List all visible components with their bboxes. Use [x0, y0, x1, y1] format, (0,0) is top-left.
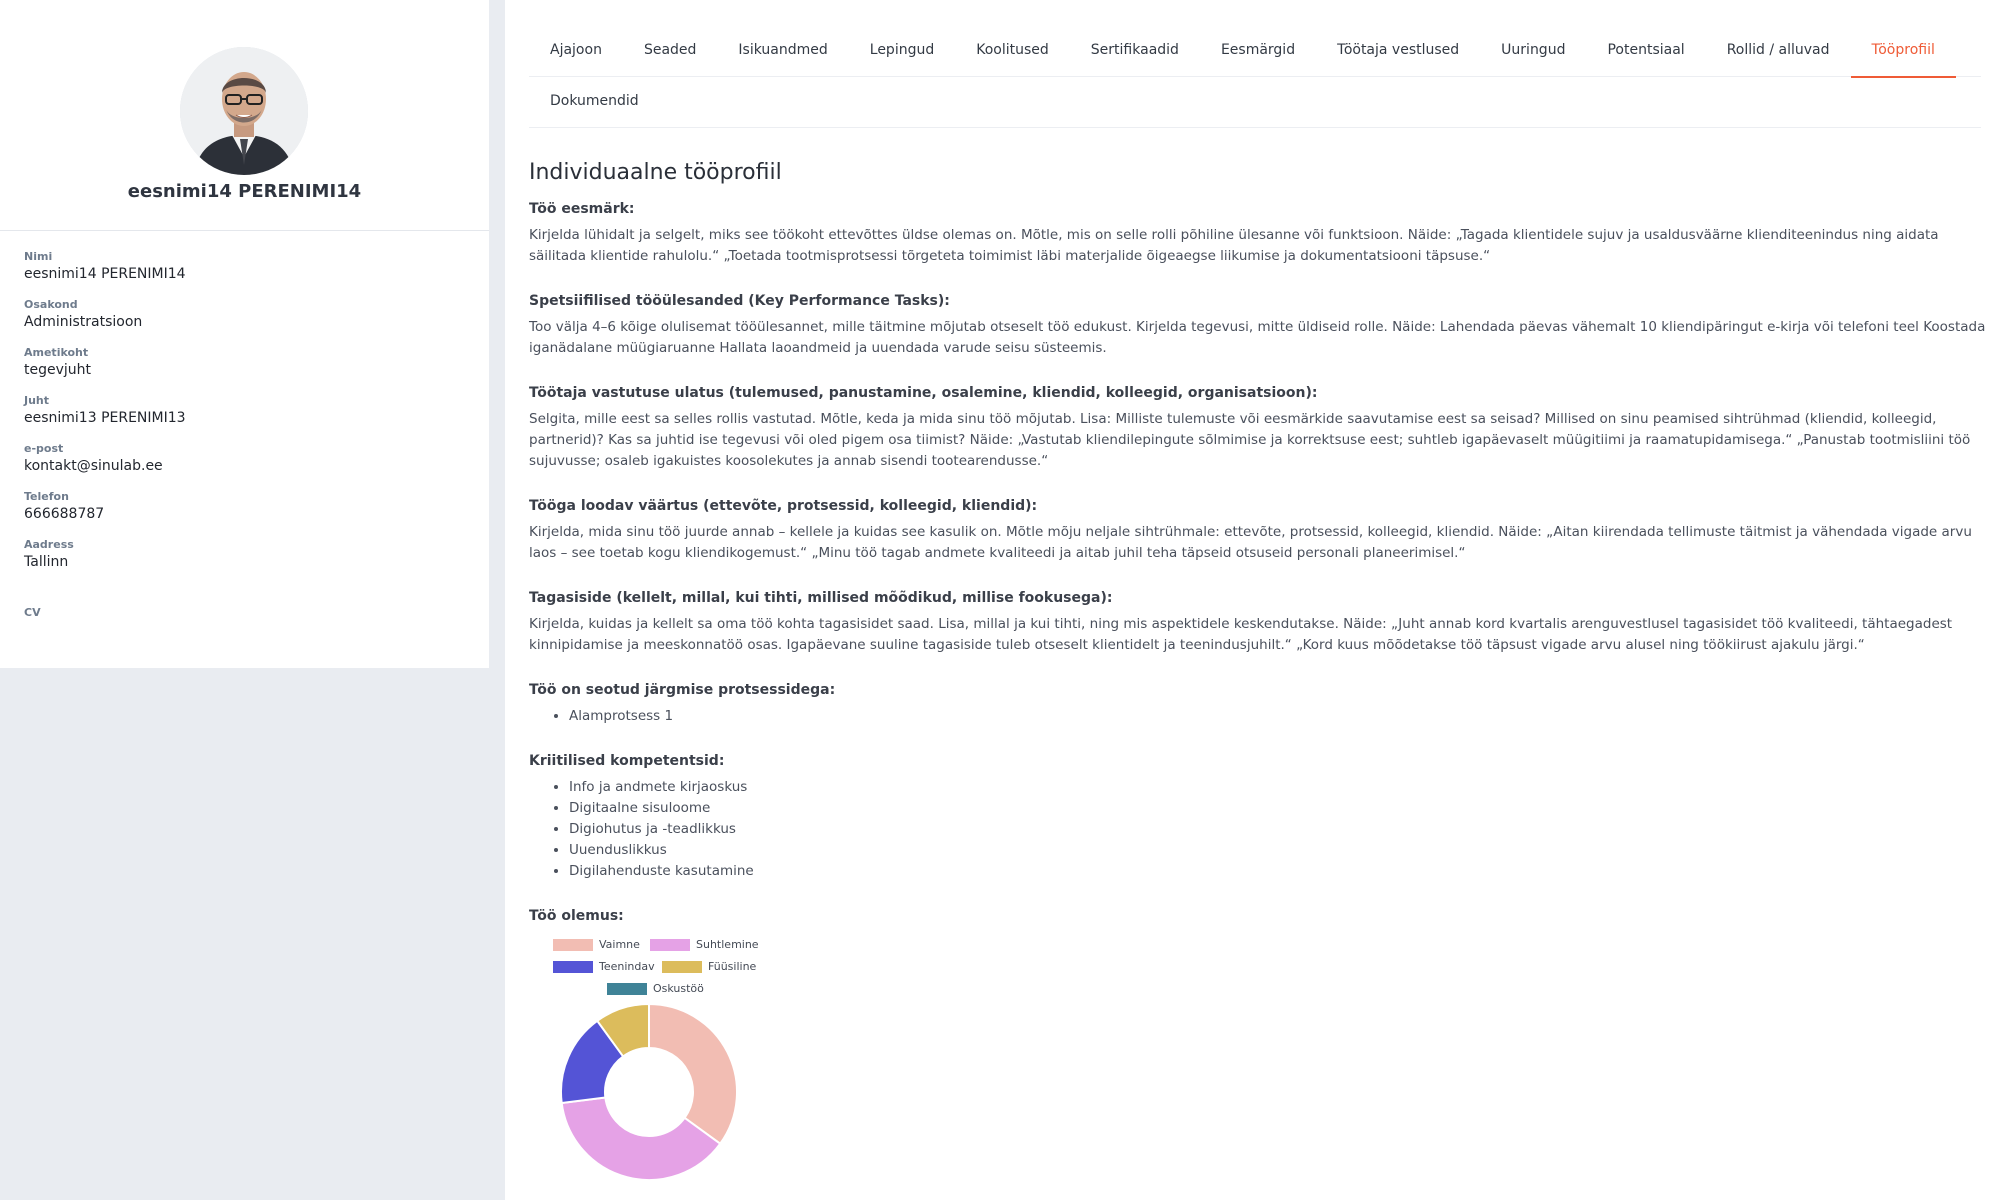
tab-tooprofiil[interactable]: Tööprofiil: [1851, 26, 1956, 77]
profile-name: eesnimi14 PERENIMI14: [127, 181, 362, 202]
legend-item-teenindav[interactable]: [553, 960, 655, 973]
section-tasks: [529, 291, 1989, 359]
info-item-juht: [24, 394, 464, 442]
tab-tootaja-vestlused[interactable]: Töötaja vestlused: [1337, 42, 1460, 58]
info-value: Administratsioon: [24, 314, 143, 330]
section-heading: Töötaja vastutuse ulatus (tulemused, panustamine, osalemine, kliendid, kolleegid, organisatsioon):: [529, 385, 1318, 401]
donut-chart: [559, 1002, 739, 1182]
cv-label[interactable]: CV: [24, 606, 41, 619]
tab-row-1: [529, 26, 1981, 77]
list-item: • Digiohutus ja -teadlikkus: [569, 819, 1989, 840]
info-value: 666688787: [24, 506, 105, 522]
page-title: Individuaalne tööprofiil: [529, 160, 782, 185]
info-label: Osakond: [24, 298, 78, 311]
profile-panel: [0, 0, 489, 668]
chart-legend: [529, 932, 769, 1002]
legend-label: Suhtlemine: [696, 938, 759, 951]
legend-swatch: [553, 961, 593, 973]
tab-ajajoon[interactable]: Ajajoon: [550, 42, 602, 58]
job-profile-content: [529, 160, 1989, 1200]
section-feedback: [529, 588, 1989, 656]
legend-item-oskustoo[interactable]: [607, 982, 704, 995]
info-item-epost: [24, 442, 464, 490]
avatar: [180, 47, 308, 175]
section-body: Kirjelda, mida sinu töö juurde annab – kellele ja kuidas see kasulik on. Mõtle mõju neljale sihtrühmale: ettevõte, protsessid, kolleegid, kliendid. Näide: „Aitan kiirendada tellimuste täitmist ja vähendada vigade arvu laos – see toetab kogu kliendikogemust.“ „Minu töö tagab andmete kvaliteedi ja aitab juhil teha täpseid otsuseid personali planeerimisel.“: [529, 524, 1972, 561]
info-label: Nimi: [24, 250, 53, 263]
info-item-osakond: [24, 298, 464, 346]
section-body: Too välja 4–6 kõige olulisemat tööülesannet, mille täitmine mõjutab otseselt töö edukust. Kirjelda tegevusi, mitte üldiseid rolle. Näide: Lahendada päevas vähemalt 10 kliendipäringut e-kirja või telefoni teel Koostada iganädalane müügiaruanne Hallata laoandmeid ja uuendada varude seisu süsteemis.: [529, 319, 1986, 356]
info-item-aadress: [24, 538, 464, 586]
legend-label: Teenindav: [599, 960, 655, 973]
info-value: eesnimi13 PERENIMI13: [24, 410, 186, 426]
work-nature-chart: [529, 932, 789, 1182]
tab-bar: [529, 26, 1981, 128]
section-body: Kirjelda, kuidas ja kellelt sa oma töö kohta tagasisidet saad. Lisa, millal ja kui tihti, ning mis aspektidele keskendutakse. Näide: „Juht annab kord kvartalis arenguvestlusel tagasisidet töö kvaliteedi, tähtaegadest kinnipidamise ja meeskonnatöö osas. Igapäevane suuline tagasiside tuleb otseselt klientidelt ja teenindusjuhilt.“ „Kord kuus mõõdetakse töö täpsust vigade arvu alusel ning töökiirust ajakulu järgi.“: [529, 616, 1953, 653]
info-value: kontakt@sinulab.ee: [24, 458, 163, 474]
legend-swatch: [553, 939, 593, 951]
profile-info-list: [24, 250, 464, 586]
info-label: e-post: [24, 442, 64, 455]
info-item-nimi: [24, 250, 464, 298]
legend-item-vaimne[interactable]: [553, 938, 640, 951]
tab-eesmargid[interactable]: Eesmärgid: [1220, 42, 1296, 58]
info-value: Tallinn: [24, 554, 69, 570]
section-body: Selgita, mille eest sa selles rollis vastutad. Mõtle, keda ja mida sinu töö mõjutab. Lisa: Milliste tulemuste või eesmärkide saavutamise eest sa seisad? Millised on sinu peamised sihtrühmad (kliendid, kolleegid, partnerid)? Kas sa juhtid ise tegevusi või oled pigem osa tiimist? Näide: „Vastutab kliendilepingute sõlmimise ja korrektsuse eest; suhtleb igapäevaselt müügitiimi ja raamatupidamisega.“ „Panustab tootmisliini töö sujuvusse; osaleb igakuistes koosolekutes ja annab sisendi tootearendusse.“: [529, 411, 1971, 469]
tab-row-2: [529, 77, 1981, 128]
legend-swatch: [662, 961, 702, 973]
section-competencies: [529, 751, 1989, 882]
tab-seaded[interactable]: Seaded: [643, 42, 697, 58]
section-work-nature: [529, 906, 1989, 1182]
list-item: • Digitaalne sisuloome: [569, 798, 1989, 819]
tab-lepingud[interactable]: Lepingud: [869, 42, 935, 58]
tab-dokumendid[interactable]: Dokumendid: [550, 93, 639, 109]
legend-label: Oskustöö: [653, 982, 704, 995]
list-item: • Alamprotsess 1: [569, 706, 1989, 727]
tab-uuringud[interactable]: Uuringud: [1501, 42, 1566, 58]
legend-swatch: [650, 939, 690, 951]
section-heading: Töö on seotud järgmise protsessidega:: [529, 682, 836, 698]
info-label: Ametikoht: [24, 346, 89, 359]
section-heading: Spetsiifilised tööülesanded (Key Performance Tasks):: [529, 293, 950, 309]
tab-sertifikaadid[interactable]: Sertifikaadid: [1090, 42, 1179, 58]
list-item: • Info ja andmete kirjaoskus: [569, 777, 1989, 798]
section-heading: Kriitilised kompetentsid:: [529, 753, 725, 769]
competency-list: [529, 777, 1989, 882]
info-value: eesnimi14 PERENIMI14: [24, 266, 186, 282]
info-label: Juht: [24, 394, 50, 407]
legend-item-fuusiline[interactable]: [662, 960, 756, 973]
list-item: • Uuenduslikkus: [569, 840, 1989, 861]
legend-label: Vaimne: [599, 938, 640, 951]
info-value: tegevjuht: [24, 362, 92, 378]
tab-isikuandmed[interactable]: Isikuandmed: [738, 42, 828, 58]
legend-label: Füüsiline: [708, 960, 757, 973]
list-item: • Digilahenduste kasutamine: [569, 861, 1989, 882]
section-body: Kirjelda lühidalt ja selgelt, miks see töökoht ettevõttes üldse olemas on. Mõtle, mis on selle rolli põhiline ülesanne või funktsioon. Näide: „Tagada klientidele sujuv ja usaldusväärne klienditeenindus ning aidata säilitada klientide rahulolu.“ „Toetada tootmisprotsessi tõrgeteta toimimist läbi materjalide õigeaegse liikumise ja dokumentatsiooni täpsuse.“: [529, 227, 1939, 264]
legend-swatch: [607, 983, 647, 995]
tab-koolitused[interactable]: Koolitused: [976, 42, 1049, 58]
main-card: [505, 0, 2004, 1200]
tab-rollid-alluvad[interactable]: Rollid / alluvad: [1726, 42, 1830, 58]
section-heading: Töö eesmärk:: [529, 201, 635, 217]
legend-item-suhtlemine[interactable]: [650, 938, 759, 951]
process-list: [529, 706, 1989, 727]
section-heading: Töö olemus:: [529, 908, 624, 924]
info-label: Aadress: [24, 538, 74, 551]
section-value: [529, 496, 1989, 564]
tab-potentsiaal[interactable]: Potentsiaal: [1607, 42, 1685, 58]
section-responsibility: [529, 383, 1989, 472]
section-heading: Tagasiside (kellelt, millal, kui tihti, millised mõõdikud, millise fookusega):: [529, 590, 1113, 606]
section-heading: Tööga loodav väärtus (ettevõte, protsessid, kolleegid, kliendid):: [529, 498, 1038, 514]
avatar-photo-icon: [180, 47, 308, 175]
section-goal: [529, 199, 1989, 267]
section-processes: [529, 680, 1989, 727]
info-item-telefon: [24, 490, 464, 538]
info-label: Telefon: [24, 490, 69, 503]
info-item-ametikoht: [24, 346, 464, 394]
